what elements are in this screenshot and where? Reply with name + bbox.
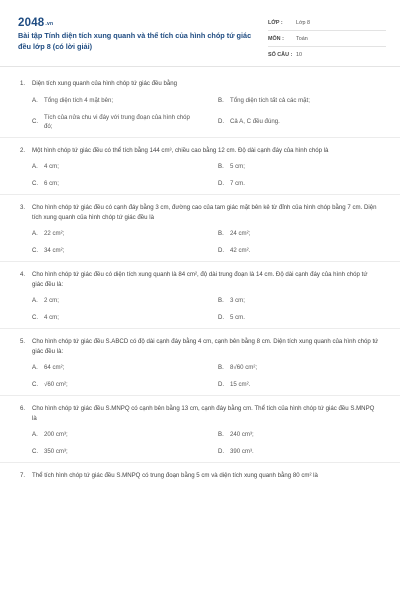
answer-option[interactable] [14, 376, 200, 393]
answer-option[interactable] [14, 359, 200, 376]
question-text [14, 471, 386, 481]
question-item [14, 471, 386, 481]
option-text: Tổng diện tích 4 mặt bên; [44, 96, 114, 104]
answer-option[interactable] [200, 359, 386, 376]
question-text [14, 270, 386, 289]
option-text: 64 cm²; [44, 364, 65, 371]
option-grid [14, 158, 386, 192]
option-text: 2 cm; [44, 297, 59, 304]
question-divider [0, 462, 400, 463]
answer-option[interactable] [14, 426, 200, 443]
question-divider [0, 395, 400, 396]
answer-option[interactable] [14, 175, 200, 192]
answer-option[interactable] [200, 426, 386, 443]
answer-option[interactable] [14, 225, 200, 242]
question-body: Cho hình chóp tứ giác đều S.ABCD có độ dài cạnh đáy bằng 4 cm, cạnh bên bằng 8 cm. Diện tích xung quanh của hình chóp tứ giác đều là: [32, 338, 379, 355]
option-letter: B. [218, 96, 224, 104]
option-text: 390 cm³. [230, 448, 254, 455]
option-grid [14, 225, 386, 259]
meta-value: 10 [296, 52, 302, 58]
question-text [14, 203, 386, 222]
question-item [14, 79, 386, 138]
question-item [14, 404, 386, 463]
question-number: 7. [20, 472, 26, 479]
question-number: 4. [20, 271, 26, 278]
option-letter: A. [32, 364, 38, 371]
option-letter: B. [218, 230, 224, 237]
option-letter: B. [218, 297, 224, 304]
option-text: Tổng diện tích tất cả các mặt; [230, 96, 310, 104]
meta-table [268, 15, 386, 63]
question-item [14, 146, 386, 196]
option-text: 4 cm; [44, 314, 59, 321]
answer-option[interactable] [200, 376, 386, 393]
answer-option[interactable] [200, 158, 386, 175]
option-text: 6 cm; [44, 180, 59, 187]
option-grid [14, 92, 386, 135]
answer-option[interactable] [200, 242, 386, 259]
meta-row [268, 31, 386, 47]
question-text [14, 79, 386, 89]
option-text: 5 cm. [230, 314, 245, 321]
question-number: 5. [20, 338, 26, 345]
option-letter: C. [32, 381, 39, 388]
question-divider [0, 261, 400, 262]
option-text: 3 cm; [230, 297, 245, 304]
answer-option[interactable] [200, 175, 386, 192]
option-text: 34 cm²; [44, 247, 65, 254]
option-letter: D. [218, 314, 225, 321]
option-grid [14, 359, 386, 393]
option-letter: C. [32, 180, 39, 187]
option-text: 350 cm³; [44, 448, 68, 455]
option-letter: B. [218, 163, 224, 170]
option-letter: D. [218, 118, 225, 125]
question-number: 2. [20, 146, 26, 154]
question-body: Thể tích hình chóp tứ giác đều S.MNPQ có trung đoạn bằng 5 cm và diện tích xung quanh bằng 80 cm² là [32, 472, 318, 479]
question-item [14, 270, 386, 329]
question-divider [0, 194, 400, 195]
site-logo[interactable]: $2048_{.vn}$ [18, 17, 54, 29]
option-text: 5 cm; [230, 163, 245, 170]
option-text: 7 cm. [230, 180, 245, 187]
document-title: Bài tập Tính diện tích xung quanh và thể tích của hình chóp tứ giác đều lớp 8 (có lời giải) [18, 31, 252, 51]
meta-row [268, 15, 386, 31]
option-letter: C. [32, 247, 39, 254]
option-text: 200 cm³; [44, 431, 68, 438]
question-divider [0, 328, 400, 329]
option-letter: D. [218, 180, 225, 187]
option-text: 4 cm; [44, 163, 59, 170]
option-letter: B. [218, 364, 224, 371]
option-letter: C. [32, 448, 39, 455]
question-list [14, 67, 386, 481]
document-header [14, 0, 386, 66]
answer-option[interactable] [14, 158, 200, 175]
option-letter: A. [32, 431, 38, 438]
option-grid [14, 292, 386, 326]
option-letter: C. [32, 314, 39, 321]
option-text: 42 cm². [230, 247, 251, 254]
option-letter: A. [32, 163, 38, 170]
option-text: 8√60 cm²; [230, 364, 258, 371]
option-grid [14, 426, 386, 460]
option-text: 15 cm². [230, 381, 251, 388]
option-text: Tích của nửa chu vi đáy với trung đoạn của hình chóp đó; [44, 113, 190, 130]
question-text [14, 146, 386, 156]
option-text: 22 cm²; [44, 230, 65, 237]
option-letter: D. [218, 448, 225, 455]
question-body: Cho hình chóp tứ giác đều có diện tích xung quanh là 84 cm², độ dài trung đoạn là 14 cm. Độ dài cạnh đáy của hình chóp tứ giác đều là: [32, 271, 368, 288]
question-body: Cho hình chóp tứ giác đều có cạnh đáy bằng 3 cm, đường cao của tam giác mặt bên kẻ từ đỉnh của hình chóp bằng 7 cm. Diện tích xung quanh của hình chóp tứ giác đều là [32, 204, 377, 221]
answer-option[interactable] [200, 109, 386, 135]
option-letter: C. [32, 118, 39, 125]
option-letter: D. [218, 381, 225, 388]
answer-option[interactable] [14, 242, 200, 259]
option-text: √60 cm²; [44, 381, 68, 388]
meta-label: LỚP : [268, 19, 283, 26]
meta-row [268, 47, 386, 63]
question-text [14, 337, 386, 356]
answer-option[interactable] [200, 92, 386, 109]
question-body: Một hình chóp tứ giác đều có thể tích bằng 144 cm³, chiều cao bằng 12 cm. Độ dài cạnh đáy của hình chóp là [32, 146, 329, 154]
option-letter: A. [32, 297, 38, 304]
option-text: 24 cm²; [230, 230, 251, 237]
answer-option[interactable] [14, 292, 200, 309]
question-item [14, 337, 386, 396]
option-letter: A. [32, 230, 38, 237]
option-text: 240 cm³; [230, 431, 254, 438]
question-item [14, 203, 386, 262]
meta-label: SỐ CÂU : [268, 52, 293, 58]
meta-value: Lớp 8 [296, 19, 311, 26]
question-body: Diện tích xung quanh của hình chóp tứ giác đều bằng [32, 80, 178, 87]
question-number: 3. [20, 204, 26, 211]
question-divider [0, 137, 400, 138]
meta-label: MÔN : [268, 35, 284, 42]
option-letter: B. [218, 431, 224, 438]
answer-option[interactable] [14, 92, 200, 109]
question-body: Cho hình chóp tứ giác đều S.MNPQ có cạnh bên bằng 13 cm, cạnh đáy bằng cm. Thể tích của hình chóp tứ giác đều S.MNPQ là [32, 405, 375, 422]
answer-option[interactable] [200, 309, 386, 326]
answer-option[interactable] [14, 109, 200, 135]
option-letter: A. [32, 96, 38, 104]
option-text: Cả A, C đều đúng. [230, 118, 280, 125]
answer-option[interactable] [14, 443, 200, 460]
question-text [14, 404, 386, 423]
question-number: 1. [20, 80, 26, 87]
meta-value: Toán [296, 35, 308, 42]
answer-option[interactable] [200, 225, 386, 242]
option-letter: D. [218, 247, 225, 254]
answer-option[interactable] [200, 443, 386, 460]
answer-option[interactable] [14, 309, 200, 326]
question-number: 6. [20, 405, 26, 412]
answer-option[interactable] [200, 292, 386, 309]
